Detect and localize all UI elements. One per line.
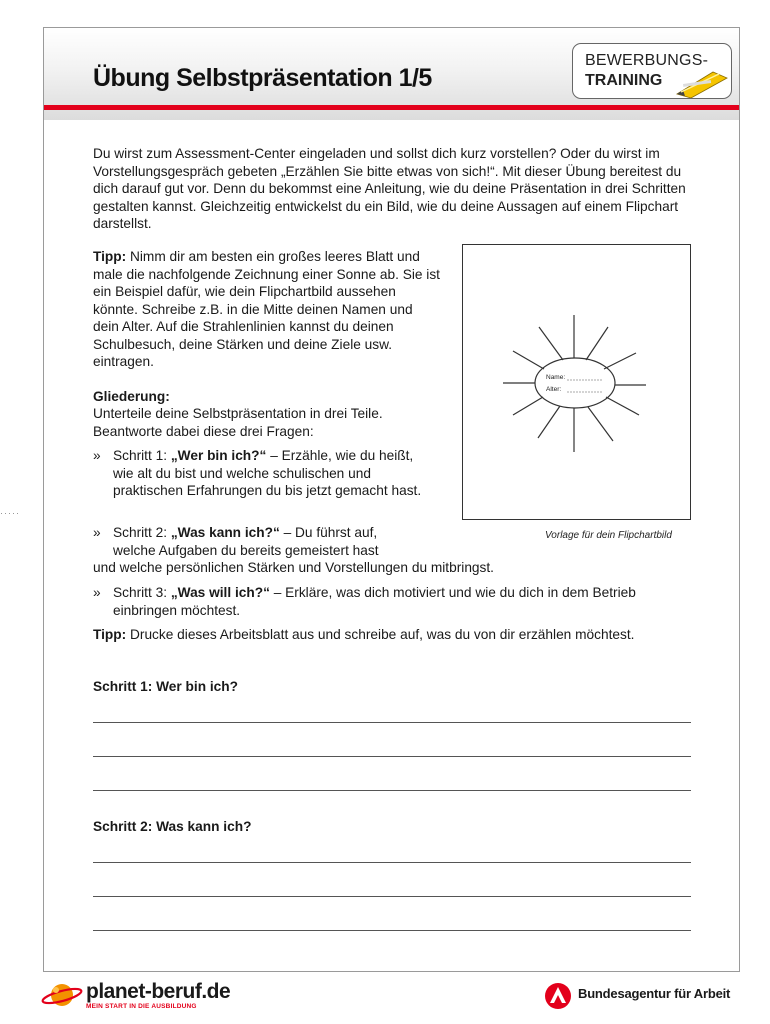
step-2-question: „Was kann ich?“ [170,525,280,540]
writing-line[interactable] [93,722,691,723]
side-marker: ····· [0,508,20,518]
sun-ray [513,397,543,415]
step-3-question: „Was will ich?“ [170,585,270,600]
pencil-icon [673,68,729,98]
tipp-text: Nimm dir am besten ein großes leeres Blatt und male die nachfolgende Zeichnung einer Sonne ab. Sie ist ein Beispiel dafür, wie dein Flipchartbild aussehen könnte. Schreibe z.B. in die Mitte deinen Namen und dein Alter. Auf die Strahlenlinien kannst du deinen Schulbesuch, deine Stärken und deine Ziele usw. eintragen. [93,249,440,369]
header-accent-line [44,105,739,110]
planet-beruf-logo-text: planet-beruf.de [86,980,231,1003]
sun-ray [539,327,563,360]
step-2-description: – Du führst auf, [279,525,378,540]
step-3-prefix: Schritt 3: [113,585,171,600]
alter-label: Alter: [546,386,562,393]
bundesagentur-name: Bundesagentur für Arbeit [578,986,731,1001]
intro-paragraph: Du wirst zum Assessment-Center eingeladen und sollst dich kurz vorstellen? Oder du wirst im Vorstellungsgespräch gebeten „Erzählen Sie bitte etwas von sich!“. Mit dieser Übung bereitest du dich darauf gut vor. Denn du bekommst eine Anleitung, wie du deine Präsentation in drei Schritten gestalten kannst. Gleichzeitig entwickelst du ein Bild, wie du deine Aussagen auf einem Flipchart darstellst. [93,146,686,231]
page-title: Übung Selbstpräsentation 1/5 [93,64,432,92]
gliederung-heading: Gliederung: [93,389,170,404]
bundesagentur-logo-icon [544,982,572,1010]
sun-ray [538,406,560,438]
step-2-line-3: und welche persönlichen Stärken und Vorstellungen du mitbringst. [93,560,494,575]
tipp-paragraph-2 [93,626,693,644]
writing-line[interactable] [93,790,691,791]
planet-beruf-slogan: MEIN START IN DIE AUSBILDUNG [86,1003,197,1010]
sun-drawing [463,245,692,521]
logo-line-1: BEWERBUNGS- [585,52,709,69]
step-2-line-2: welche Aufgaben du bereits gemeistert hast [113,542,379,558]
step-1-text [113,447,433,500]
step-2-text [113,524,453,542]
tipp-paragraph-1 [93,248,441,371]
flipchart-caption: Vorlage für dein Flipchartbild [545,530,672,541]
sun-rays [503,315,646,452]
flipchart-template [462,244,691,520]
sun-ray [606,397,639,415]
sun-ray [513,351,544,369]
name-label: Name: [546,374,566,381]
logo-line-2: TRAINING [585,72,663,89]
bewerbungstraining-logo [572,43,732,99]
step-3-description: – Erkläre, was dich motiviert und wie du dich in dem Betrieb einbringen möchtest. [113,585,636,618]
sun-ray [586,327,608,360]
section-heading-step-1: Schritt 1: Wer bin ich? [93,679,239,694]
tipp-label: Tipp: [93,627,127,642]
bullet: » [93,525,101,540]
step-2-prefix: Schritt 2: [113,525,171,540]
step-1-description: – Erzähle, wie du heißt, wie alt du bist und welche schulischen und praktischen Erfahrungen du bis jetzt gemacht hast. [113,448,422,498]
section-heading-step-2: Schritt 2: Was kann ich? [93,819,252,834]
bullet: » [93,585,101,600]
step-1-prefix: Schritt 1: [113,448,171,463]
step-1-question: „Wer bin ich?“ [170,448,267,463]
writing-line[interactable] [93,756,691,757]
gliederung-text: Unterteile deine Selbstpräsentation in drei Teile. Beantworte dabei diese drei Fragen: [93,406,383,439]
sun-circle [535,358,615,408]
tipp-text: Drucke dieses Arbeitsblatt aus und schreibe auf, was du von dir erzählen möchtest. [126,627,635,642]
writing-line[interactable] [93,930,691,931]
sun-ray [604,353,636,369]
tipp-label: Tipp: [93,249,127,264]
step-3-text [113,584,693,619]
bullet: » [93,448,101,463]
planet-icon [40,978,86,1014]
writing-line[interactable] [93,896,691,897]
sun-ray [588,407,613,441]
writing-line[interactable] [93,862,691,863]
